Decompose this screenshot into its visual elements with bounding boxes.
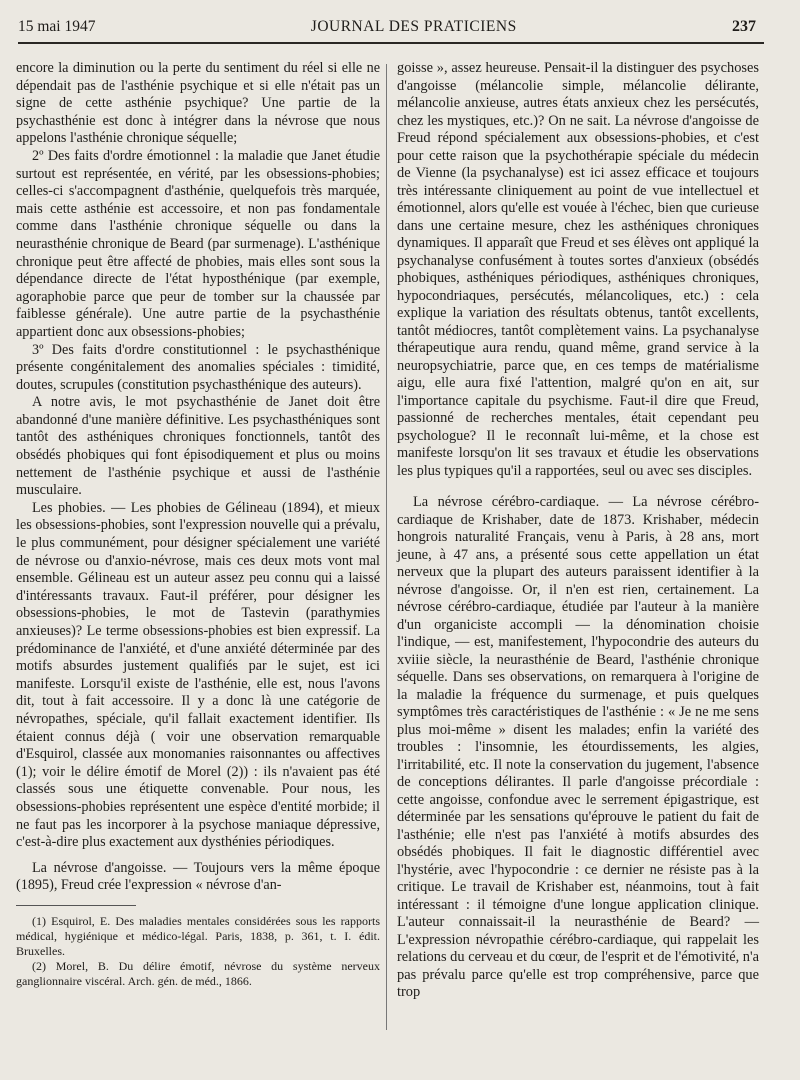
paragraph-les-phobies: Les phobies. — Les phobies de Gélineau (1894), et mieux les obsessions-phobies, sont l'expression nouvelle qui a prévalu, le plus communément, pour désigner spécialement une variété de névrose ou d'anxio-névrose, mais ces deux mots vont mal ensemble. Gélineau est un auteur assez peu connu qui a laissé d'intéressants travaux. Faut-il préférer, pour désigner les obsessions-phobies, le mot de Tastevin (parathymies anxieuses)? Le terme obsessions-phobies est bien expressif. La prédominance de l'anxiété, et d'une anxiété déterminée par des motifs absurdes justement qualifiés par le sujet, est ici manifeste. Lorsqu'il existe de l'asthénie, elle est, nous l'avons dit, tout à fait accessoire. Il y a donc là une catégorie de névropathes, spéciale, qu'il fallait exactement identifier. Ils étaient connus déjà ( voir une observation remarquable d'Esquirol, classée aux monomanies raisonnantes ou affectives (1); voir le délire émotif de Morel (2)) : ils n'avaient pas été classés sous une étiquette convenable. Pour nous, les obsessions-phobies représentent une espèce d'entité morbide; il ne faut pas les incorporer à la psychose maniaque dépressive, c'est-à-dire plus exactement aux dysthénies périodiques. xyxy=(16,499,380,851)
paragraph-nevrose-angoisse: La névrose d'angoisse. — Toujours vers la même époque (1895), Freud crée l'expression « névrose d'an- xyxy=(16,859,380,894)
paragraph-avis-janet: A notre avis, le mot psychasthénie de Janet doit être abandonné d'une manière définitive. Les psychasthéniques sont tantôt des asthéniques chroniques fonctionnels, tantôt des obsédés phobiques qui font épisodiquement et plus ou moins nettement de l'asthénie psychique et aussi de l'asthénie musculaire. xyxy=(16,394,380,499)
right-column xyxy=(397,60,759,1002)
paragraph-angoisse-freud: goisse », assez heureuse. Pensait-il la distinguer des psychoses d'angoisse (mélancolie simple, mélancolie délirante, mélancolie anxieuse, autres états anxieux chez les persécutés, chez les mystiques, etc.)? On ne sait. La névrose d'angoisse de Freud répond spécialement aux obsessions-phobies, et c'est pour cette raison que la psychothérapie spéciale du médecin de Vienne (la psychanalyse) est ici assez efficace et toujours très intéressante cliniquement au point de vue intellectuel et émotionnel, alors qu'elle est vouée à l'échec, bien que curieuse dans une certaine mesure, chez les asthéniques chroniques dynamiques. Il apparaît que Freud et ses élèves ont appliqué la psychanalyse confusément à toutes sortes d'anxieux (obsédés phobiques, asthéniques périodiques, asthéniques chroniques, hypocondriaques, persécutés, mélancoliques, etc.) : cela explique la variation des résultats obtenus, tantôt excellents, tantôt médiocres, tantôt complètement vains. La psychanalyse thérapeutique aura rendu, quand même, grand service à la neuropsychiatrie, parce que, en ces temps de matérialisme aigu, elle aura fixé l'attention, malgré qu'on en ait, sur l'importance capitale du psychisme. Faut-il dire que Freud, passionné de recherches mentales, était cependant peu psychologue? Il le reconnaît lui-même, et la chose est manifeste lorsqu'on lit ses travaux et étudie les observations les plus typiques qu'il a rapportées, seul ou avec ses disciples. xyxy=(397,60,759,479)
paragraph-faits-emotionnels: 2º Des faits d'ordre émotionnel : la maladie que Janet étudie surtout est représentée, en vérité, par les obsessions-phobies; celles-ci s'accompagnent d'asthénie, quelquefois très marquée, mais cette asthénie est accessoire, et non pas fondamentale comme dans l'asthénie chronique séquelle ou dans la neurasthénie chronique de Beard (par surmenage). L'asthénique chronique peut être affecté de phobies, mais elles sont sous la dépendance directe de l'état hyposthénique (par exemple, agoraphobie parce que peur de tomber sur la chaussée par faiblesse générale). Une autre partie de la psychasthénie appartient donc aux obsessions-phobies; xyxy=(16,147,380,340)
header-date: 15 mai 1947 xyxy=(18,18,96,35)
header-rule xyxy=(18,42,764,44)
paragraph-faits-constitutionnels: 3º Des faits d'ordre constitutionnel : le psychasthénique présente congénitalement des anomalies spéciales : timidité, doutes, scrupules (constitution psychasthénique des auteurs). xyxy=(16,341,380,393)
left-column xyxy=(16,60,380,989)
header-journal-title: JOURNAL DES PRATICIENS xyxy=(310,18,517,35)
paragraph-psychasthenie-intro: encore la diminution ou la perte du sentiment du réel si elle ne dépendait pas de l'asthénie psychique et si elle n'était pas un signe de cette asthénie psychique? Une partie de la psychasthénie est donc à intégrer dans la névrose que nous appelons l'asthénie chronique séquelle; xyxy=(16,60,380,147)
page-header xyxy=(18,14,756,40)
page-number: 237 xyxy=(731,18,756,35)
paragraph-nevrose-cerebro-cardiaque: La névrose cérébro-cardiaque. — La névrose cérébro-cardiaque de Krishaber, date de 1873. Krishaber, médecin hongrois naturalité Français, venu à Paris, à 28 ans, mort jeune, à 47 ans, a présenté sous cette appellation un état nerveux que la plupart des auteurs paraissent identifier à la névrose d'angoisse. Or, il n'en est rien, certainement. La névrose cérébro-cardiaque, étudiée par l'auteur à la manière d'un organiciste accompli — la dénomination choisie l'indique, — est, manifestement, l'hypocondrie des auteurs du xviiie siècle, la neurasthénie de Beard, l'asthénie chronique séquelle. Dans ses observations, on remarquera à l'origine de la maladie la fréquence du surmenage, et puis quelques symptômes très caractéristiques de l'asthénie : « Je ne me sens plus moi-même » disent les malades; enfin la variété des troubles : l'insomnie, les étourdissements, les algies, l'irritabilité, etc. Il note la conservation du jugement, l'absence de conceptions délirantes. Il parle d'angoisse précordiale : cette angoisse, confondue avec le serrement épigastrique, est déterminée par les sensations qu'éprouve le patient du fait de l'asthénie; elle n'est pas l'anxiété à motifs absurdes des obsédés phobiques. Il fait le diagnostic différentiel avec l'hystérie, avec l'hypocondrie : ce dernier ne résiste pas à la critique. Le travail de Krishaber est, néanmoins, tout à fait intéressant : il témoigne d'une longue application clinique. L'auteur connaissait-il la neurasthénie de Beard? — L'expression névropathie cérébro-cardiaque, qui rappelait les relations du cerveau et du cœur, de l'esprit et de l'émotivité, n'a pas prévalu parce qu'elle est trop compréhensive, parce que trop xyxy=(397,494,759,1000)
footnote-2: (2) Morel, B. Du délire émotif, névrose du système nerveux ganglionnaire viscéral. Arch. gén. de méd., 1866. xyxy=(16,958,380,988)
footnote-1: (1) Esquirol, E. Des maladies mentales considérées sous les rapports médical, hygiénique et médico-légal. Paris, 1838, p. 361, t. I. édit. Bruxelles. xyxy=(16,913,380,958)
footnote-rule xyxy=(16,905,136,906)
column-divider xyxy=(386,64,387,1030)
